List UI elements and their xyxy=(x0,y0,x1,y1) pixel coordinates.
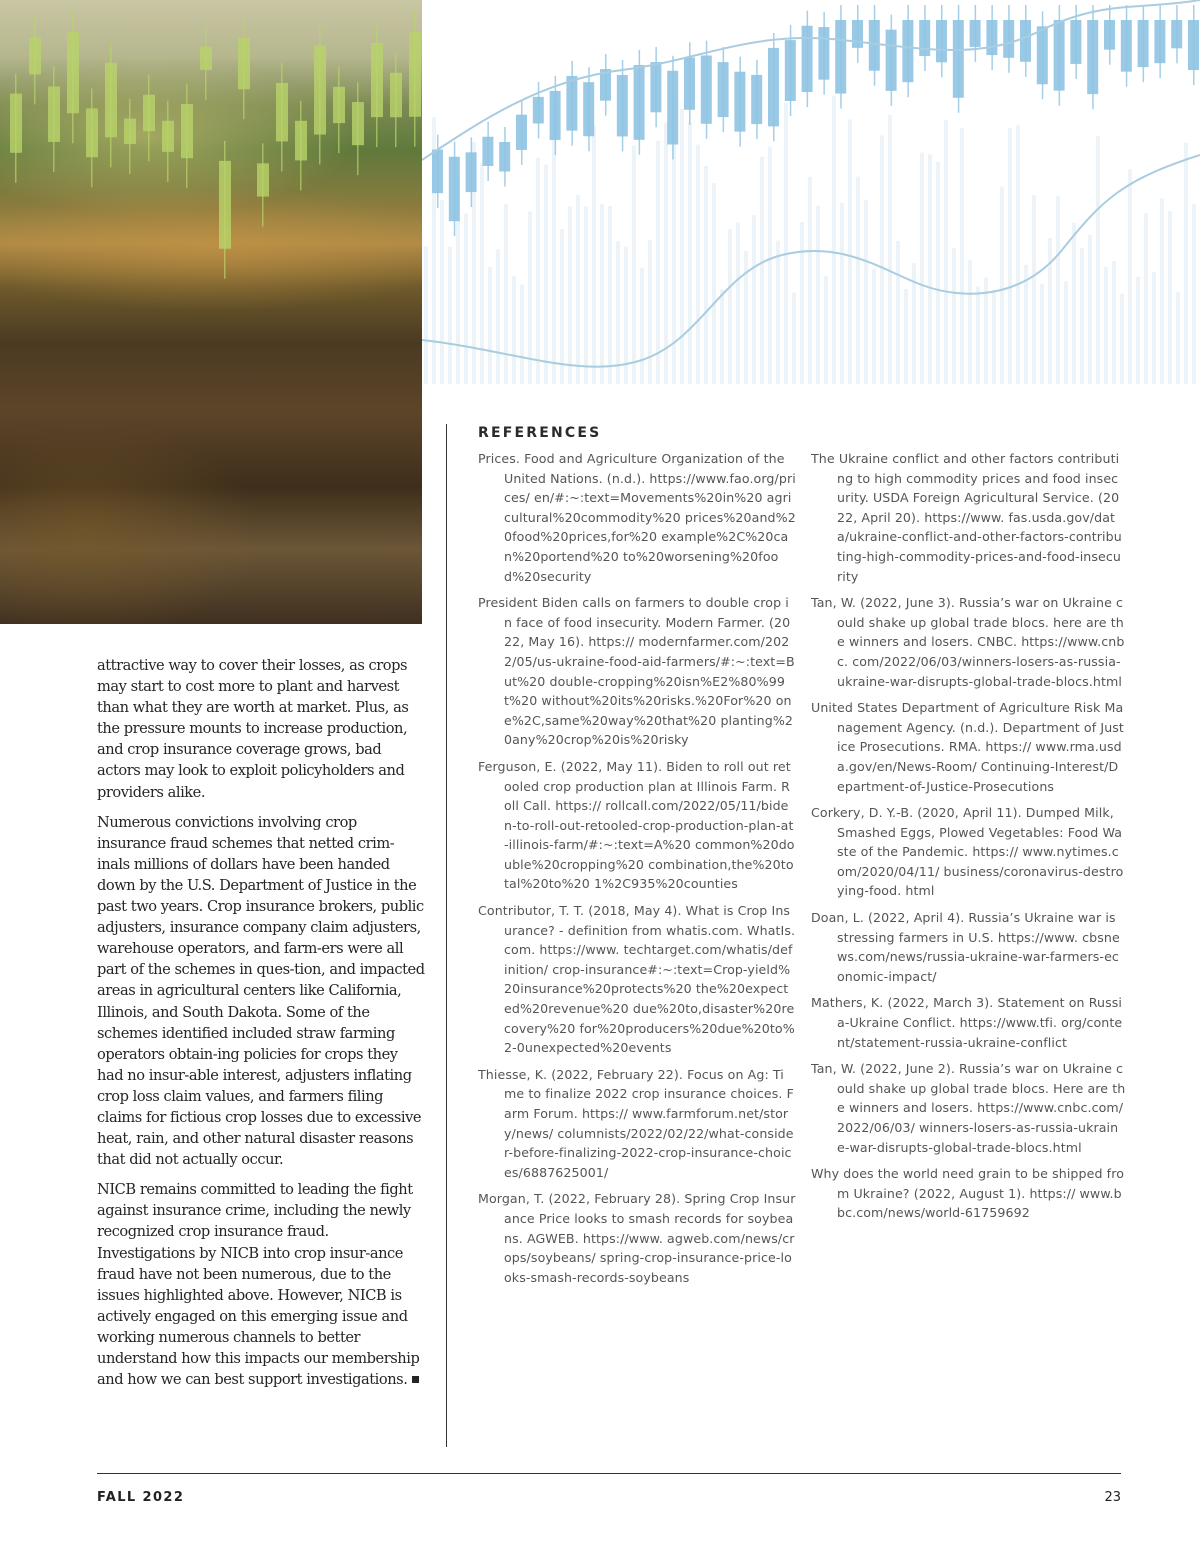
background-volume-bar xyxy=(752,215,756,384)
blue-candle-body xyxy=(970,20,981,47)
header-candlestick-chart-art xyxy=(422,0,1200,384)
footer-rule xyxy=(97,1473,1121,1474)
background-volume-bar xyxy=(1056,196,1060,384)
blue-candle-body xyxy=(852,20,863,48)
blue-candle-body xyxy=(449,157,460,221)
blue-candle-body xyxy=(1104,20,1115,50)
blue-candle-body xyxy=(432,150,443,194)
blue-candle-body xyxy=(1070,20,1081,64)
blue-candle-body xyxy=(650,62,661,112)
background-volume-bar xyxy=(824,276,828,384)
reference-item: Ferguson, E. (2022, May 11). Biden to roll out retooled crop production plan at Illinois Farm. Roll Call. https:// rollcall.com/2022/05/11/biden-to-roll-out-retooled-crop-production-plan-at-illinois-farm/#:~:text=A%20 common%20double%20cropping%20 combination,the%20total%20to%20 1%2C935%20counties xyxy=(478,758,795,892)
footer-page-number: 23 xyxy=(1104,1490,1121,1505)
background-volume-bar xyxy=(736,223,740,384)
green-candle-body xyxy=(10,94,22,153)
background-volume-bar xyxy=(992,290,996,384)
reference-item: Thiesse, K. (2022, February 22). Focus on Ag: Time to finalize 2022 crop insurance choices. Farm Forum. https:// www.farmforum.net/story/news/ columnists/2022/02/22/what-consider-before-finalizing-2022-crop-insurance-choices/6887625001/ xyxy=(478,1066,794,1180)
background-volume-bar xyxy=(464,214,468,384)
green-candle-body xyxy=(124,119,136,144)
background-volume-bar xyxy=(1144,213,1148,384)
background-volume-bar xyxy=(1096,136,1100,384)
background-volume-bar xyxy=(480,163,484,384)
background-volume-bar xyxy=(1120,294,1124,384)
reference-item: Doan, L. (2022, April 4). Russia’s Ukraine war is stressing farmers in U.S. https://www. cbsnews.com/news/russia-ukraine-war-farmers-economic-impact/ xyxy=(811,910,1120,984)
background-volume-bar xyxy=(968,260,972,384)
blue-candle-body xyxy=(684,57,695,109)
background-volume-bar xyxy=(960,128,964,384)
background-volume-bar xyxy=(936,162,940,384)
blue-candle-body xyxy=(634,65,645,140)
background-volume-bar xyxy=(1072,223,1076,384)
blue-candle-body xyxy=(1154,20,1165,63)
background-volume-bar xyxy=(952,248,956,384)
blue-candle-body xyxy=(785,40,796,101)
background-volume-bar xyxy=(536,158,540,384)
background-volume-bar xyxy=(1008,128,1012,384)
background-volume-bar xyxy=(576,195,580,384)
green-candle-body xyxy=(86,108,98,157)
green-candle-body xyxy=(257,163,269,196)
green-candle-body xyxy=(67,32,79,114)
reference-item: Morgan, T. (2022, February 28). Spring Crop Insurance Price looks to smash records for soybeans. AGWEB. https://www. agweb.com/news/crops/soybeans/ spring-crop-insurance-price-looks-smash-records-soybeans xyxy=(478,1191,796,1285)
background-volume-bar xyxy=(656,141,660,384)
background-volume-bar xyxy=(1112,261,1116,384)
body-paragraph-2: Numerous convictions involving crop insurance fraud schemes that netted crim-inals millions of dollars have been handed down by the U.S. Department of Justice in the past two years. Crop insurance brokers, public adjusters, insurance company claim adjusters, warehouse operators, and farm-ers were all part of the schemes in ques-tion, and impacted areas in agricultural centers like California, Illinois, and South Dakota. Some of the schemes identified included straw farming operators obtain-ing policies for crops they had no insur-able interest, adjusters inflating crop loss claim values, and farmers filing claims for fictious crop losses due to excessive heat, rain, and other natural disaster reasons that did not actually occur. xyxy=(97,813,425,1169)
green-candle-body xyxy=(295,121,307,161)
background-volume-bar xyxy=(496,249,500,384)
blue-candle-body xyxy=(835,20,846,94)
blue-candle-body xyxy=(533,97,544,124)
blue-candle-body xyxy=(919,20,930,56)
blue-candle-body xyxy=(869,20,880,71)
green-candle-body xyxy=(409,32,421,117)
background-volume-bar xyxy=(616,241,620,384)
green-candle-body xyxy=(200,46,212,70)
background-volume-bar xyxy=(520,284,524,384)
background-volume-bar xyxy=(1192,204,1196,384)
green-candlestick-overlay xyxy=(0,0,422,624)
references-heading: REFERENCES xyxy=(478,425,602,441)
background-volume-bar xyxy=(544,165,548,384)
background-volume-bar xyxy=(1080,248,1084,384)
reference-item: Prices. Food and Agriculture Organization of the United Nations. (n.d.). https://www.fao.org/prices/ en/#:~:text=Movements%20in%20 agricultural%20commodity%20 prices%20and%20food%20prices,for%20 example%2C%20can%20portend%20 to%20worsening%20food%20security xyxy=(478,451,796,584)
blue-candle-body xyxy=(1037,26,1048,84)
blue-candle-body xyxy=(886,30,897,91)
background-volume-bar xyxy=(584,206,588,384)
background-volume-bar xyxy=(1040,284,1044,384)
blue-candle-body xyxy=(617,75,628,136)
blue-candle-body xyxy=(1020,20,1031,62)
blue-candle-body xyxy=(550,91,561,140)
background-volume-bar xyxy=(856,177,860,384)
green-candle-body xyxy=(29,37,41,74)
background-volume-bar xyxy=(864,200,868,384)
background-volume-bar xyxy=(1048,238,1052,384)
background-volume-bar xyxy=(696,145,700,384)
green-candle-body xyxy=(48,86,60,141)
green-candle-body xyxy=(162,121,174,152)
background-volume-bar xyxy=(1184,143,1188,384)
green-candle-body xyxy=(181,104,193,158)
reference-item: Corkery, D. Y.-B. (2020, April 11). Dumped Milk, Smashed Eggs, Plowed Vegetables: Food Waste of the Pandemic. https:// www.nytimes.com/2020/04/11/ business/coronavirus-destroying-food. html xyxy=(811,805,1124,899)
background-volume-bar xyxy=(880,135,884,384)
body-paragraph-3 xyxy=(97,1179,425,1390)
background-volume-bar xyxy=(872,269,876,384)
blue-candle-body xyxy=(566,76,577,131)
body-paragraph-1: attractive way to cover their losses, as crops may start to cost more to plant and harvest than what they are worth at market. Plus, as the pressure mounts to increase production, and crop insurance coverage grows, bad actors may look to exploit policyholders and providers alike. xyxy=(97,657,409,801)
green-candle-body xyxy=(371,43,383,117)
references-column-2 xyxy=(811,449,1126,1230)
background-volume-bar xyxy=(896,241,900,384)
background-volume-bar xyxy=(768,147,772,384)
background-volume-bar xyxy=(648,240,652,384)
background-volume-bar xyxy=(608,206,612,384)
background-volume-bar xyxy=(512,276,516,384)
reference-item: United States Department of Agriculture Risk Management Agency. (n.d.). Department of Justice Prosecutions. RMA. https:// www.rma.usda.gov/en/News-Room/ Continuing-Interest/Department-of-Justice-Prosecutions xyxy=(811,700,1124,794)
reference-item: President Biden calls on farmers to double crop in face of food insecurity. Modern Farmer. (2022, May 16). https:// modernfarmer.com/2022/05/us-ukraine-food-aid-farmers/#:~:text=But%20 double-cropping%20isn%E2%80%99t%20 without%20its%20risks.%20For%20 one%2C,same%20way%20that%20 planting%20any%20crop%20is%20risky xyxy=(478,595,795,748)
background-volume-bar xyxy=(720,289,724,384)
background-volume-bar xyxy=(808,177,812,384)
references-column-1 xyxy=(478,449,796,1294)
background-volume-bar xyxy=(1168,211,1172,384)
background-volume-bar xyxy=(1176,292,1180,384)
header-photo-field xyxy=(0,0,422,624)
background-volume-bar xyxy=(888,115,892,384)
blue-candle-body xyxy=(802,26,813,92)
background-volume-bar xyxy=(832,96,836,384)
green-candle-body xyxy=(238,38,250,89)
background-volume-bar xyxy=(568,206,572,384)
blue-candle-body xyxy=(1138,20,1149,67)
background-volume-bar xyxy=(488,267,492,384)
blue-candle-body xyxy=(701,56,712,124)
background-volume-bar xyxy=(792,293,796,384)
background-volume-bar xyxy=(944,120,948,384)
background-volume-bar xyxy=(776,241,780,384)
reference-item: Why does the world need grain to be shipped from Ukraine? (2022, August 1). https:// www.bbc.com/news/world-61759692 xyxy=(811,1166,1125,1221)
background-volume-bar xyxy=(1032,195,1036,384)
blue-candle-body xyxy=(768,48,779,127)
blue-candle-body xyxy=(902,20,913,82)
body-paragraph-3-text: NICB remains committed to leading the fight against insurance crime, including the newly recognized crop insurance fraud. Investigations by NICB into crop insur-ance fraud have not been numerous, due to the issues highlighted above. However, NICB is actively engaged on this emerging issue and working numerous channels to better understand how this impacts our membership and how we can best support investigations. xyxy=(97,1181,420,1389)
background-volume-bar xyxy=(920,153,924,384)
green-candle-body xyxy=(314,46,326,135)
background-volume-bar xyxy=(560,229,564,384)
background-volume-bar xyxy=(448,247,452,384)
background-volume-bar xyxy=(600,204,604,384)
background-volume-bar xyxy=(592,126,596,384)
green-candle-body xyxy=(352,102,364,145)
background-volume-bar xyxy=(440,200,444,384)
blue-candlestick-graphic xyxy=(422,0,1200,384)
background-volume-bar xyxy=(704,166,708,384)
background-volume-bar xyxy=(1160,198,1164,384)
background-volume-bar xyxy=(784,103,788,384)
column-divider xyxy=(446,424,447,1447)
blue-candle-body xyxy=(751,75,762,124)
blue-candle-body xyxy=(499,142,510,172)
background-volume-bar xyxy=(1000,187,1004,384)
background-volume-bar xyxy=(1024,265,1028,384)
green-candle-body xyxy=(105,63,117,138)
background-volume-bar xyxy=(800,222,804,384)
background-volume-bar xyxy=(712,183,716,384)
blue-candle-body xyxy=(1171,20,1182,48)
background-volume-bar xyxy=(1088,235,1092,384)
background-volume-bar xyxy=(976,287,980,384)
background-volume-bar xyxy=(632,145,636,384)
blue-candle-body xyxy=(516,115,527,150)
background-volume-bar xyxy=(816,206,820,384)
background-volume-bar xyxy=(504,204,508,384)
green-candle-body xyxy=(143,95,155,131)
blue-candle-body xyxy=(1054,20,1065,91)
green-candle-body xyxy=(276,83,288,142)
reference-item: The Ukraine conflict and other factors contributing to high commodity prices and food insecurity. USDA Foreign Agricultural Service. (2022, April 20). https://www. fas.usda.gov/data/ukraine-conflict-and-other-factors-contributing-high-commodity-prices-and-food-insecurity xyxy=(811,451,1122,584)
reference-item: Mathers, K. (2022, March 3). Statement on Russia-Ukraine Conflict. https://www.tfi. org/content/statement-russia-ukraine-conflict xyxy=(811,995,1123,1050)
blue-candle-body xyxy=(986,20,997,55)
background-volume-bar xyxy=(664,122,668,384)
background-volume-bar xyxy=(760,157,764,384)
blue-candle-body xyxy=(953,20,964,98)
blue-candle-body xyxy=(734,72,745,132)
background-volume-bar xyxy=(848,120,852,384)
background-volume-bar xyxy=(640,268,644,384)
background-volume-bar xyxy=(688,122,692,384)
blue-candle-body xyxy=(1003,20,1014,58)
blue-candle-body xyxy=(583,82,594,136)
end-of-article-mark xyxy=(412,1376,419,1383)
blue-candle-body xyxy=(667,71,678,145)
blue-candle-body xyxy=(718,62,729,117)
reference-item: Contributor, T. T. (2018, May 4). What is Crop Insurance? - definition from whatis.com. WhatIs.com. https://www. techtarget.com/whatis/definition/ crop-insurance#:~:text=Crop-yield%20insurance%20protects%20 the%20expected%20revenue%20 due%20to,disaster%20recovery%20 for%20producers%20due%20to%2-0unexpected%20events xyxy=(478,903,796,1056)
blue-candle-body xyxy=(1121,20,1132,72)
reference-item: Tan, W. (2022, June 3). Russia’s war on Ukraine could shake up global trade blocs. here are the winners and losers. CNBC. https://www.cnbc. com/2022/06/03/winners-losers-as-russia-ukraine-war-disrupts-global-trade-blocs.html xyxy=(811,595,1125,689)
blue-candle-body xyxy=(936,20,947,62)
blue-candle-body xyxy=(482,137,493,166)
background-volume-bar xyxy=(1128,169,1132,384)
background-volume-bar xyxy=(728,229,732,384)
background-volume-bar xyxy=(1104,267,1108,384)
background-volume-bar xyxy=(840,203,844,384)
background-volume-bar xyxy=(680,109,684,384)
background-volume-bar xyxy=(1064,281,1068,384)
article-body-column xyxy=(97,655,425,1399)
green-candle-body xyxy=(333,87,345,123)
blue-candle-body xyxy=(1087,20,1098,94)
reference-item: Tan, W. (2022, June 2). Russia’s war on Ukraine could shake up global trade blocs. Here are the winners and losers. https://www.cnbc.com/2022/06/03/ winners-losers-as-russia-ukraine-war-disrupts-global-trade-blocs.html xyxy=(811,1061,1126,1155)
blue-candle-body xyxy=(818,27,829,80)
blue-candle-body xyxy=(1188,20,1199,70)
background-volume-bar xyxy=(1152,272,1156,384)
background-volume-bar xyxy=(1016,125,1020,384)
footer-issue-label: FALL 2022 xyxy=(97,1490,185,1505)
green-candle-body xyxy=(390,73,402,118)
blue-candle-body xyxy=(466,152,477,192)
background-volume-bar xyxy=(1136,277,1140,384)
background-volume-bar xyxy=(424,246,428,384)
background-volume-bar xyxy=(904,289,908,384)
green-candle-body xyxy=(219,161,231,249)
background-volume-bar xyxy=(928,154,932,384)
